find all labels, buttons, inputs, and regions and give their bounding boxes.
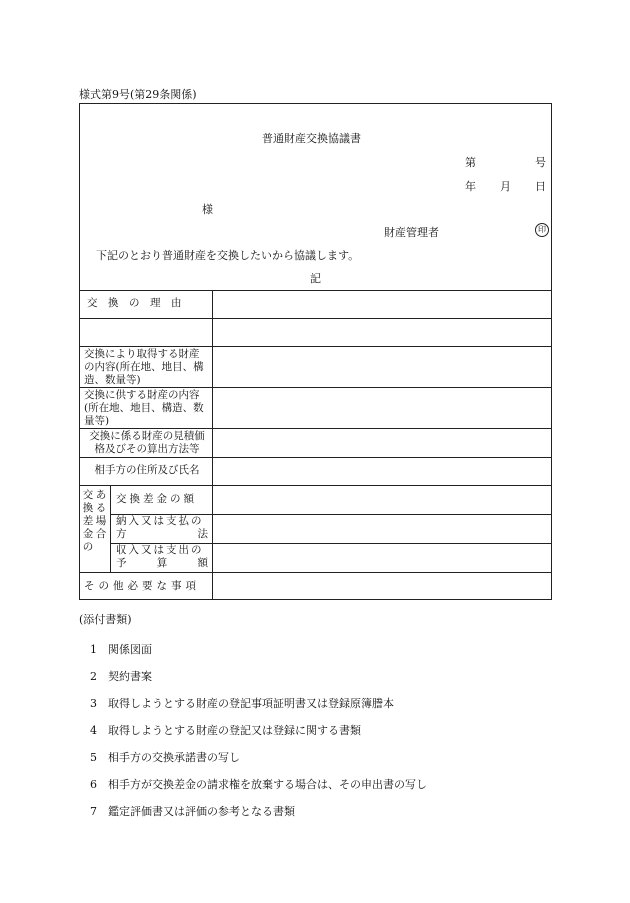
- table-line: [79, 457, 552, 458]
- addressee-suffix: 様: [202, 203, 213, 216]
- row-label-provide: 交換に供する財産の内容 (所在地、地目、構造、数 量等): [84, 389, 204, 427]
- attachments-label: (添付書類): [79, 613, 132, 626]
- attachment-item: 1 関係図面: [90, 643, 152, 656]
- attachment-item: 5 相手方の交換承諾書の写し: [90, 751, 240, 764]
- row-label-diff-col1: 交換差金の: [82, 489, 94, 553]
- sender-title: 財産管理者: [384, 226, 439, 239]
- table-line: [79, 318, 552, 319]
- document-title: 普通財産交換協議書: [262, 132, 361, 145]
- row-label-counterparty: 相手方の住所及び氏名: [94, 464, 200, 476]
- seal-mark: 印: [535, 223, 549, 237]
- number-suffix: 号: [535, 156, 546, 169]
- row-label-reason: 交 換 の 理 由: [87, 297, 182, 309]
- row-label-acquire: 交換により取得する財産 の内容(所在地、地目、構 造、数量等): [84, 348, 204, 386]
- attachment-item: 6 相手方が交換差金の請求権を放棄する場合は、その申出書の写し: [90, 778, 427, 791]
- row-label-budget: 収入又は支出の 予 算 額: [116, 544, 208, 569]
- row-label-diff-amount: 交換差金の額: [116, 493, 197, 505]
- table-line: [79, 485, 552, 486]
- table-divider: [212, 290, 213, 600]
- table-line: [79, 572, 552, 573]
- table-line: [79, 428, 552, 429]
- attachment-item: 7 鑑定評価書又は評価の参考となる書類: [90, 805, 295, 818]
- table-line: [79, 346, 552, 347]
- table-line: [79, 387, 552, 388]
- table-top-line: [79, 290, 552, 291]
- row-label-estimate: 交換に係る財産の見積価 格及びその算出方法等: [89, 430, 205, 455]
- date-year: 年: [465, 180, 476, 193]
- attachment-item: 3 取得しようとする財産の登記事項証明書又は登録原簿謄本: [90, 697, 394, 710]
- table-divider: [110, 485, 111, 572]
- date-month: 月: [500, 180, 511, 193]
- row-label-other: その他必要な事項: [84, 580, 200, 592]
- number-prefix: 第: [465, 156, 476, 169]
- form-number-label: 様式第9号(第29条関係): [79, 88, 197, 101]
- attachment-item: 2 契約書案: [90, 670, 152, 683]
- ki-label: 記: [310, 272, 321, 285]
- row-label-diff-col2: ある場合: [95, 489, 107, 540]
- date-day: 日: [535, 180, 546, 193]
- attachment-item: 4 取得しようとする財産の登記又は登録に関する書類: [90, 724, 361, 737]
- body-text: 下記のとおり普通財産を交換したいから協議します。: [96, 249, 360, 262]
- row-label-payment: 納入又は支払の 方 法: [116, 515, 208, 540]
